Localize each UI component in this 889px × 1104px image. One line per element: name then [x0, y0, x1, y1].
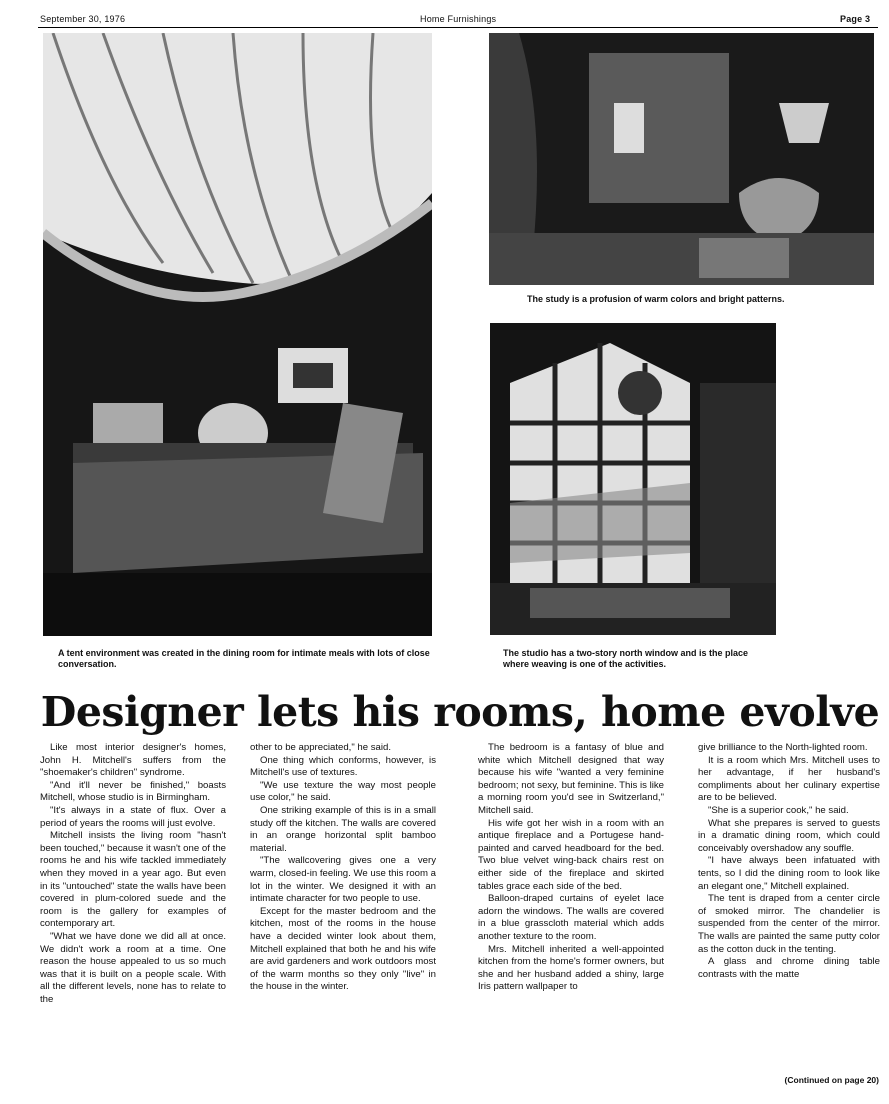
study-caption: The study is a profusion of warm colors and bright patterns. — [527, 294, 785, 304]
paragraph: What she prepares is served to guests in a dramatic dining room, which could conceivably overshadow any souffle. — [698, 817, 880, 854]
issue-date: September 30, 1976 — [40, 14, 126, 24]
paragraph: other to be appreciated," he said. — [250, 742, 392, 753]
paragraph: "I have always been infatuated with tents, so I did the dining room to look like an elegant one," Mitchell explained. — [698, 855, 880, 892]
paragraph: The tent is draped from a center circle of smoked mirror. The chandelier is suspended from the center of the mirror. The walls are painted the same putty color as the cotton duck in the tenting. — [698, 893, 880, 955]
article-column-2 — [250, 742, 436, 994]
paragraph: Like most interior designer's homes, John H. Mitchell's suffers from the "shoemaker's children" syndrome. — [40, 742, 226, 779]
paragraph: Except for the master bedroom and the kitchen, most of the rooms in the house have a decided winter look about them, Mitchell explained that both he and his wife are avid gardeners and work outdoors most of the warm months so they only "live" in the house in the winter. — [250, 905, 436, 993]
paragraph: "We use texture the way most people use color," he said. — [250, 779, 436, 804]
paragraph: "It's always in a state of flux. Over a period of years the rooms will just evolve. — [40, 804, 226, 829]
paragraph: His wife got her wish in a room with an antique fireplace and a Portugese hand-painted and carved headboard for the bed. Two blue velvet wing-back chairs rest on either side of the fireplace and skirted tables grace each side of the bed. — [478, 817, 664, 892]
continued-notice: (Continued on page 20) — [784, 1075, 879, 1085]
paragraph: One thing which conforms, however, is Mitchell's use of textures. — [250, 754, 436, 779]
study-photo — [489, 33, 874, 285]
paragraph: A glass and chrome dining table contrasts with the matte — [698, 956, 880, 980]
article-headline: Designer lets his rooms, home evolve — [40, 688, 880, 736]
paragraph: It is a room which Mrs. Mitchell uses to her advantage, if her husband's compliments about her culinary expertise are to be believed. — [698, 754, 880, 804]
paragraph: Mitchell insists the living room "hasn't been touched," because it wasn't one of the rooms he and his wife tackled immediately when they moved in a year ago. But even in its "untouched" state the walls have been covered in plum-colored suede and the room is the gallery for examples of contemporary art. — [40, 830, 226, 930]
paragraph: "The wallcovering gives one a very warm, closed-in feeling. We use this room a lot in the winter. We designed it with an intimate character for two people to use. — [250, 855, 436, 905]
paragraph: One striking example of this is in a small study off the kitchen. The walls are covered in an orange horizontal split bamboo material. — [250, 804, 436, 854]
article-column-3 — [478, 742, 664, 994]
header-rule — [38, 27, 878, 28]
paragraph: Mrs. Mitchell inherited a well-appointed kitchen from the home's former owners, but she and her husband added a shiny, large Iris pattern wallpaper to — [478, 943, 664, 993]
dining-room-caption: A tent environment was created in the dining room for intimate meals with lots of close conversation. — [58, 648, 430, 669]
article-column-1 — [40, 742, 226, 1006]
dining-room-photo — [43, 33, 432, 636]
article-column-4 — [698, 742, 880, 981]
section-name: Home Furnishings — [420, 14, 497, 24]
paragraph: Balloon-draped curtains of eyelet lace adorn the windows. The walls are covered in a blue grasscloth material which adds another texture to the room. — [478, 893, 664, 942]
studio-photo — [490, 323, 776, 635]
studio-caption: The studio has a two-story north window and is the place where weaving is one of the activities. — [503, 648, 749, 669]
page-number: Page 3 — [840, 14, 871, 24]
paragraph: The bedroom is a fantasy of blue and white which Mitchell designed that way because his wife "wanted a very feminine bedroom; not sexy, but feminine. This is like a morning room you'd see in Switzerland," Mitchell said. — [478, 742, 664, 816]
paragraph: "And it'll never be finished," boasts Mitchell, whose studio is in Birmingham. — [40, 779, 226, 804]
paragraph: "What we have done we did all at once. We didn't work a room at a time. One reason the house appealed to us so much was that it is built on a people scale. With all the different levels, none has to relate to the — [40, 930, 226, 1005]
paragraph: give brilliance to the North-lighted room. — [698, 742, 868, 753]
paragraph: "She is a superior cook," he said. — [708, 804, 849, 816]
